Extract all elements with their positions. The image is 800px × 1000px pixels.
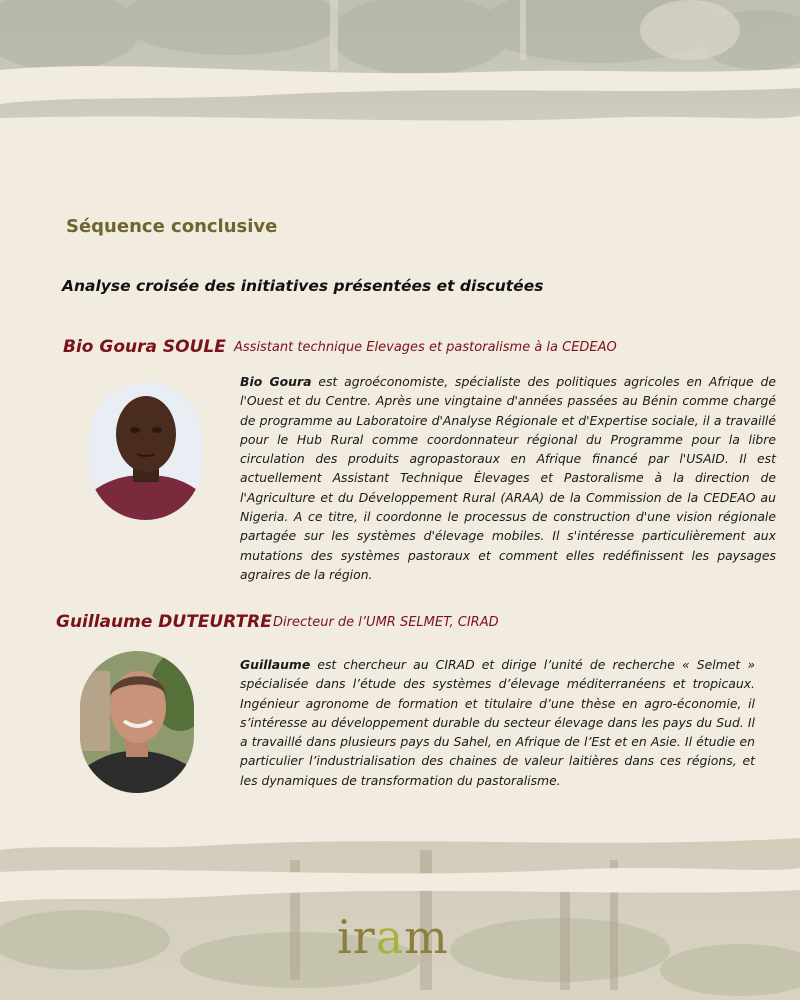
speaker-2-role: Directeur de l’UMR SELMET, CIRAD bbox=[273, 615, 499, 630]
logo-letter: m bbox=[404, 910, 449, 964]
logo-letter: r bbox=[352, 910, 376, 964]
speaker-2-portrait-photo bbox=[80, 651, 194, 793]
speaker-1-bio-lead: Bio Goura bbox=[240, 374, 312, 389]
logo-letter: i bbox=[337, 910, 353, 964]
logo-letter: a bbox=[375, 910, 405, 964]
speaker-2-bio bbox=[240, 655, 755, 790]
speaker-1-role: Assistant technique Elevages et pastoralisme à la CEDEAO bbox=[234, 340, 617, 355]
speaker-1-portrait-photo bbox=[89, 382, 202, 520]
iram-logo bbox=[337, 910, 449, 964]
top-background-photo bbox=[0, 0, 800, 140]
section-title: Séquence conclusive bbox=[66, 216, 278, 237]
speaker-2-bio-lead: Guillaume bbox=[240, 657, 311, 672]
speaker-2-bio-text: est chercheur au CIRAD et dirige l’unité de recherche « Selmet » spécialisée dans l’étude des systèmes d’élevage méditerranéens et tropicaux. Ingénieur agronome de formation et titulaire d’une thèse en agro-économie, il s’intéresse au développement durable du secteur élevage dans les pays du Sud. Il a travaillé dans plusieurs pays du Sahel, en Afrique de l’Est et en Asie. Il étudie en particulier l’industrialisation des chaines de valeur laitières dans ces régions, et les dynamiques de transformation du pastoralisme. bbox=[240, 657, 755, 788]
speaker-2-name: Guillaume DUTEURTRE bbox=[56, 612, 272, 632]
section-subtitle: Analyse croisée des initiatives présentées et discutées bbox=[62, 277, 544, 295]
speaker-1-bio-text: est agroéconomiste, spécialiste des politiques agricoles en Afrique de l'Ouest et du Centre. Après une vingtaine d'années passées au Bénin comme chargé de programme au Laboratoire d'Analyse Régionale et d'Expertise sociale, il a travaillé pour le Hub Rural comme coordonnateur régional du Programme pour la libre circulation des produits agropastoraux en Afrique financé par l'USAID. Il est actuellement Assistant Technique Élevages et Pastoralisme à la direction de l'Agriculture et du Développement Rural (ARAA) de la Commission de la CEDEAO au Nigeria. A ce titre, il coordonne le processus de construction d'une vision régionale partagée sur les systèmes d'élevage mobiles. Il s'intéresse particulièrement aux mutations des systèmes pastoraux et comment elles redéfinissent les paysages agraires de la région. bbox=[240, 374, 776, 582]
speaker-1-name: Bio Goura SOULE bbox=[63, 337, 226, 357]
speaker-1-bio bbox=[240, 372, 776, 584]
